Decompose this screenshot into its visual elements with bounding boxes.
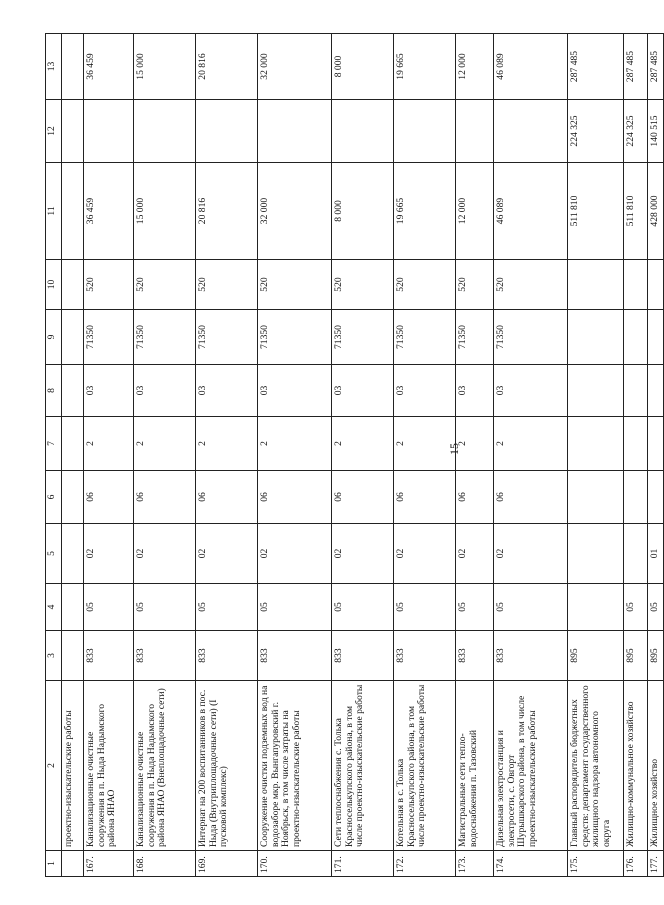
value-cell: 2 [134,417,196,471]
value-cell: 02 [196,524,258,584]
value-cell [62,310,84,365]
table-row [196,34,258,877]
row-number-cell: 172. [394,851,456,877]
value-cell [648,260,664,310]
value-cell: 520 [258,260,332,310]
table-row [456,34,494,877]
value-cell: 833 [456,631,494,681]
value-cell [568,260,624,310]
item-name-cell: Сооружение очистки подземных вод на водозаборе мкр. Вынгапуровский г. Ноябрьск, в том числе затраты на проектно-изыскательские работы [258,681,332,851]
value-cell: 71350 [258,310,332,365]
value-cell: 20 816 [196,163,258,260]
value-cell: 05 [332,584,394,631]
value-cell: 71350 [196,310,258,365]
value-cell: 02 [494,524,568,584]
column-header-12: 12 [46,100,62,163]
column-header-1: 1 [46,851,62,877]
value-cell [62,524,84,584]
page-number: 15 [447,443,461,455]
item-name-cell: Канализационные очистные сооружения в п. Ныда Надымского района ЯНАО [84,681,134,851]
column-header-9: 9 [46,310,62,365]
value-cell: 06 [134,471,196,524]
column-header-11: 11 [46,163,62,260]
value-cell: 19 665 [394,34,456,100]
value-cell: 71350 [134,310,196,365]
value-cell [332,100,394,163]
value-cell [456,100,494,163]
value-cell: 32 000 [258,163,332,260]
value-cell [624,471,648,524]
row-number-cell: 171. [332,851,394,877]
value-cell: 833 [494,631,568,681]
column-header-3: 3 [46,631,62,681]
value-cell: 71350 [332,310,394,365]
value-cell: 2 [456,417,494,471]
item-name-cell: Сети теплоснабжения с. Толька Красноселькупского района, в том числе проектно-изыскательские работы [332,681,394,851]
value-cell [394,100,456,163]
value-cell: 03 [394,365,456,417]
column-header-2: 2 [46,681,62,851]
value-cell: 03 [84,365,134,417]
item-name-cell: Канализационные очистные сооружения в п. Ныда Надымского района ЯНАО (Внеплощадочные сети) [134,681,196,851]
value-cell [62,584,84,631]
table-row [332,34,394,877]
value-cell: 833 [196,631,258,681]
item-name-cell: Главный распорядитель бюджетных средств: департамент государственного жилищного надзора автономного округа [568,681,624,851]
row-number-cell: 173. [456,851,494,877]
item-name-cell: Дизельная электростанция и электросети, с. Овгорт Шурышкарского района, в том числе проектно-изыскательские работы [494,681,568,851]
value-cell: 06 [258,471,332,524]
value-cell: 287 485 [624,34,648,100]
value-cell [62,417,84,471]
column-header-7: 7 [46,417,62,471]
value-cell [62,163,84,260]
value-cell: 36 459 [84,163,134,260]
value-cell: 05 [456,584,494,631]
value-cell: 02 [456,524,494,584]
value-cell: 32 000 [258,34,332,100]
table-body [62,34,664,877]
value-cell [62,365,84,417]
value-cell: 2 [196,417,258,471]
value-cell: 2 [258,417,332,471]
value-cell: 02 [84,524,134,584]
value-cell: 02 [332,524,394,584]
value-cell [624,310,648,365]
value-cell: 895 [568,631,624,681]
value-cell [258,100,332,163]
value-cell: 06 [394,471,456,524]
item-name-cell: Интернат на 200 воспитанников в пос. Ныда (Внутриплощадочные сети) (I пусковой комплекс) [196,681,258,851]
value-cell: 03 [258,365,332,417]
value-cell: 02 [258,524,332,584]
row-number-cell: 169. [196,851,258,877]
value-cell: 05 [258,584,332,631]
row-number-cell: 167. [84,851,134,877]
item-name-cell: Жилищно-коммунальное хозяйство [624,681,648,851]
table-row [62,34,84,877]
value-cell [648,310,664,365]
value-cell [568,365,624,417]
value-cell [648,471,664,524]
table-row [624,34,648,877]
rotated-table-container [45,34,660,877]
value-cell: 2 [332,417,394,471]
value-cell: 895 [624,631,648,681]
table-row [394,34,456,877]
value-cell: 520 [456,260,494,310]
column-header-6: 6 [46,471,62,524]
value-cell: 05 [648,584,664,631]
table-row [134,34,196,877]
value-cell: 833 [134,631,196,681]
value-cell: 06 [494,471,568,524]
item-name-cell: проектно-изыскательские работы [62,681,84,851]
value-cell: 46 089 [494,34,568,100]
value-cell: 05 [624,584,648,631]
value-cell [624,260,648,310]
row-number-cell: 175. [568,851,624,877]
item-name-cell: Жилищное хозяйство [648,681,664,851]
value-cell: 287 485 [568,34,624,100]
value-cell [494,100,568,163]
value-cell: 06 [332,471,394,524]
value-cell [648,417,664,471]
value-cell: 12 000 [456,163,494,260]
value-cell: 520 [84,260,134,310]
row-number-cell [62,851,84,877]
value-cell: 15 000 [134,163,196,260]
column-header-5: 5 [46,524,62,584]
value-cell: 03 [456,365,494,417]
value-cell: 06 [456,471,494,524]
value-cell [568,417,624,471]
value-cell: 15 000 [134,34,196,100]
table-row [648,34,664,877]
column-header-13: 13 [46,34,62,100]
value-cell: 520 [134,260,196,310]
value-cell: 71350 [394,310,456,365]
table-row [84,34,134,877]
value-cell: 46 089 [494,163,568,260]
column-header-8: 8 [46,365,62,417]
value-cell: 03 [134,365,196,417]
value-cell: 05 [134,584,196,631]
value-cell [568,471,624,524]
table-row [258,34,332,877]
value-cell: 895 [648,631,664,681]
row-number-cell: 170. [258,851,332,877]
value-cell: 06 [84,471,134,524]
value-cell [648,365,664,417]
value-cell: 2 [84,417,134,471]
value-cell: 05 [394,584,456,631]
row-number-cell: 176. [624,851,648,877]
row-number-cell: 174. [494,851,568,877]
header-row [46,34,62,877]
value-cell: 520 [494,260,568,310]
value-cell [62,260,84,310]
value-cell: 224 325 [624,100,648,163]
value-cell: 36 459 [84,34,134,100]
value-cell: 12 000 [456,34,494,100]
value-cell: 02 [134,524,196,584]
value-cell: 428 000 [648,163,664,260]
value-cell: 05 [494,584,568,631]
table-row [494,34,568,877]
value-cell [624,365,648,417]
item-name-cell: Котельная в с. Толька Красноселькупского района, в том числе проектно-изыскательские работы [394,681,456,851]
value-cell [568,524,624,584]
value-cell: 833 [84,631,134,681]
value-cell: 8 000 [332,34,394,100]
value-cell: 03 [332,365,394,417]
value-cell: 833 [332,631,394,681]
value-cell: 71350 [456,310,494,365]
value-cell: 287 485 [648,34,664,100]
value-cell: 06 [196,471,258,524]
column-header-4: 4 [46,584,62,631]
value-cell [624,524,648,584]
value-cell [62,34,84,100]
value-cell [196,100,258,163]
value-cell: 8 000 [332,163,394,260]
value-cell: 03 [494,365,568,417]
value-cell: 224 325 [568,100,624,163]
value-cell: 2 [494,417,568,471]
value-cell: 140 515 [648,100,664,163]
value-cell: 2 [394,417,456,471]
value-cell: 20 816 [196,34,258,100]
value-cell [134,100,196,163]
value-cell: 03 [196,365,258,417]
table-row [568,34,624,877]
value-cell: 05 [84,584,134,631]
value-cell [568,310,624,365]
value-cell [62,100,84,163]
value-cell: 833 [394,631,456,681]
value-cell: 520 [332,260,394,310]
value-cell: 19 665 [394,163,456,260]
value-cell: 511 810 [624,163,648,260]
value-cell: 71350 [494,310,568,365]
row-number-cell: 168. [134,851,196,877]
value-cell [62,471,84,524]
value-cell: 833 [258,631,332,681]
value-cell [624,417,648,471]
value-cell: 520 [394,260,456,310]
row-number-cell: 177. [648,851,664,877]
value-cell [568,584,624,631]
value-cell: 511 810 [568,163,624,260]
column-header-10: 10 [46,260,62,310]
value-cell [62,631,84,681]
value-cell: 01 [648,524,664,584]
value-cell: 05 [196,584,258,631]
value-cell [84,100,134,163]
value-cell: 520 [196,260,258,310]
budget-table [45,33,664,877]
value-cell: 02 [394,524,456,584]
value-cell: 71350 [84,310,134,365]
item-name-cell: Магистральные сети тепло-водоснабжения п. Тазовский [456,681,494,851]
